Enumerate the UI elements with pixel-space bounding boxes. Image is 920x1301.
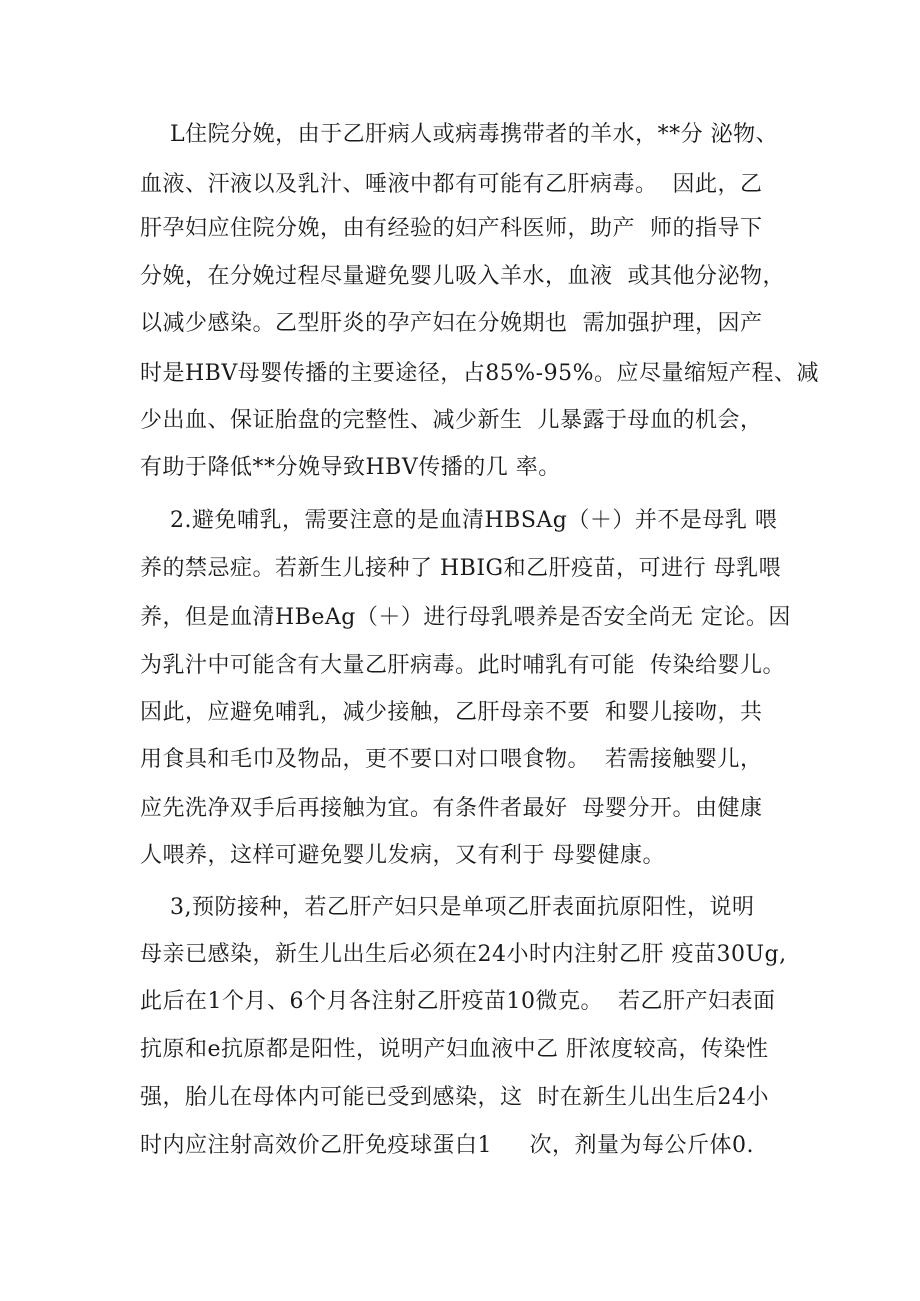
text-line: 有助于降低**分娩导致HBV传播的几 率。 — [140, 455, 561, 480]
text-line: 此后在1个月、6个月各注射乙肝疫苗10微克。 若乙肝产妇表面 — [140, 989, 776, 1014]
text-line: 分娩，在分娩过程尽量避免婴儿吸入羊水，血液 或其他分泌物， — [140, 264, 785, 289]
text-line: 养，但是血清HBeAg（＋）进行母乳喂养是否安全尚无 定论。因 — [140, 605, 791, 630]
text-line: 抗原和e抗原都是阳性，说明产妇血液中乙 肝浓度较高，传染性 — [140, 1037, 769, 1062]
text-line: 用食具和毛巾及物品，更不要口对口喂食物。 若需接触婴儿， — [140, 747, 763, 772]
text-line: 肝孕妇应住院分娩，由有经验的妇产科医师，助产 师的指导下 — [140, 216, 763, 241]
text-line: 以减少感染。乙型肝炎的孕产妇在分娩期也 需加强护理，因产 — [140, 311, 763, 336]
text-line: 时内应注射高效价乙肝免疫球蛋白1 次，剂量为每公斤体0. — [140, 1133, 754, 1158]
text-line: 人喂养，这样可避免婴儿发病，又有利于 母婴健康。 — [140, 843, 665, 868]
text-line: 少出血、保证胎盘的完整性、减少新生 儿暴露于母血的机会， — [140, 408, 763, 433]
text-line: 强，胎儿在母体内可能已受到感染，这 时在新生儿出生后24小 — [140, 1085, 769, 1110]
text-line: 3,预防接种，若乙肝产妇只是单项乙肝表面抗原阳性，说明 — [140, 895, 755, 920]
text-line: L住院分娩，由于乙肝病人或病毒携带者的羊水，**分 泌物、 — [140, 122, 779, 147]
text-line: 血液、汗液以及乳汁、唾液中都有可能有乙肝病毒。 因此，乙 — [140, 172, 763, 197]
text-line: 应先洗净双手后再接触为宜。有条件者最好 母婴分开。由健康 — [140, 796, 763, 821]
text-line: 母亲已感染，新生儿出生后必须在24小时内注射乙肝 疫苗30Ug, — [140, 942, 787, 967]
text-line: 因此，应避免哺乳，减少接触，乙肝母亲不要 和婴儿接吻，共 — [140, 700, 763, 725]
text-line: 2.避免哺乳，需要注意的是血清HBSAg（＋）并不是母乳 喂 — [140, 508, 778, 533]
text-line: 养的禁忌症。若新生儿接种了 HBIG和乙肝疫苗，可进行 母乳喂 — [140, 556, 782, 581]
text-line: 时是HBV母婴传播的主要途径，占85%-95%。应尽量缩短产程、减 — [140, 361, 819, 386]
text-line: 为乳汁中可能含有大量乙肝病毒。此时哺乳有可能 传染给婴儿。 — [140, 653, 785, 678]
